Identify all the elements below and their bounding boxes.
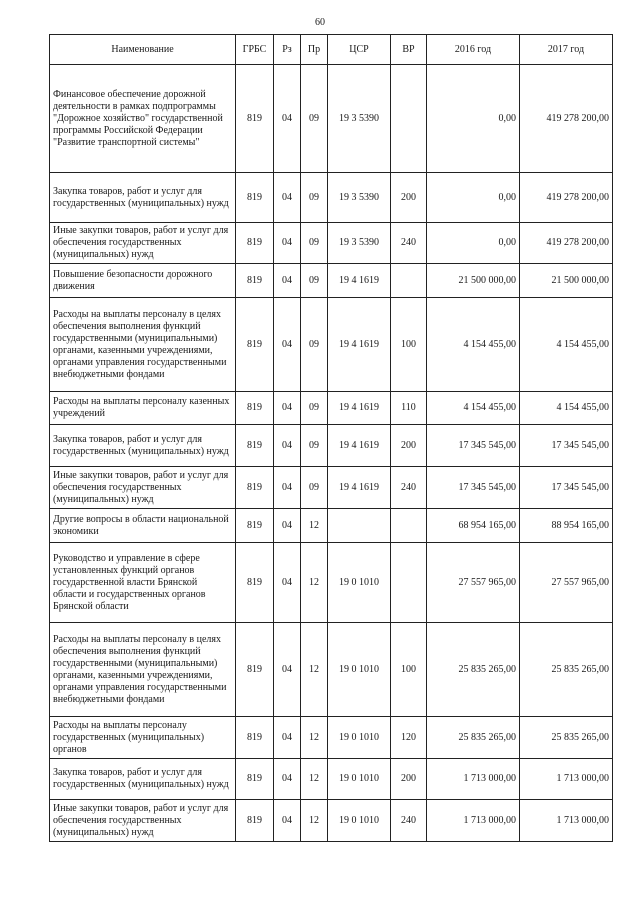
cell-grbs: 819 [236, 298, 274, 392]
cell-grbs: 819 [236, 800, 274, 842]
cell-vr [391, 509, 427, 543]
cell-csr: 19 4 1619 [328, 298, 391, 392]
header-vr: ВР [391, 35, 427, 65]
cell-pr: 09 [301, 425, 328, 467]
cell-pr: 09 [301, 223, 328, 264]
header-grbs: ГРБС [236, 35, 274, 65]
cell-2016: 4 154 455,00 [427, 298, 520, 392]
table-row [50, 392, 613, 425]
table-row [50, 800, 613, 842]
cell-2016: 25 835 265,00 [427, 717, 520, 759]
cell-2017: 1 713 000,00 [520, 759, 613, 800]
cell-2016: 27 557 965,00 [427, 543, 520, 623]
table-row [50, 264, 613, 298]
cell-grbs: 819 [236, 425, 274, 467]
cell-name: Иные закупки товаров, работ и услуг для обеспечения государственных (муниципальных) нужд [50, 800, 236, 842]
cell-pr: 12 [301, 800, 328, 842]
cell-vr: 240 [391, 467, 427, 509]
cell-name: Иные закупки товаров, работ и услуг для обеспечения государственных (муниципальных) нужд [50, 223, 236, 264]
cell-grbs: 819 [236, 65, 274, 173]
cell-csr: 19 4 1619 [328, 467, 391, 509]
cell-pr: 12 [301, 759, 328, 800]
cell-2017: 21 500 000,00 [520, 264, 613, 298]
table-row [50, 509, 613, 543]
cell-2016: 0,00 [427, 173, 520, 223]
header-csr: ЦСР [328, 35, 391, 65]
cell-rz: 04 [274, 623, 301, 717]
cell-name: Расходы на выплаты персоналу казенных учреждений [50, 392, 236, 425]
table-row [50, 717, 613, 759]
cell-pr: 12 [301, 717, 328, 759]
cell-grbs: 819 [236, 223, 274, 264]
cell-rz: 04 [274, 392, 301, 425]
table-row [50, 759, 613, 800]
cell-pr: 09 [301, 173, 328, 223]
table-row [50, 223, 613, 264]
table-header-row [50, 35, 613, 65]
cell-csr: 19 4 1619 [328, 264, 391, 298]
cell-rz: 04 [274, 65, 301, 173]
cell-vr: 100 [391, 623, 427, 717]
cell-rz: 04 [274, 509, 301, 543]
cell-2016: 21 500 000,00 [427, 264, 520, 298]
cell-2016: 17 345 545,00 [427, 425, 520, 467]
cell-name: Закупка товаров, работ и услуг для государственных (муниципальных) нужд [50, 759, 236, 800]
cell-2016: 25 835 265,00 [427, 623, 520, 717]
cell-name: Повышение безопасности дорожного движения [50, 264, 236, 298]
cell-vr: 240 [391, 800, 427, 842]
table-row [50, 543, 613, 623]
cell-vr: 110 [391, 392, 427, 425]
cell-vr: 200 [391, 759, 427, 800]
budget-table [49, 34, 613, 842]
cell-pr: 09 [301, 467, 328, 509]
cell-pr: 12 [301, 543, 328, 623]
cell-2017: 27 557 965,00 [520, 543, 613, 623]
cell-pr: 09 [301, 298, 328, 392]
cell-pr: 09 [301, 264, 328, 298]
cell-vr: 120 [391, 717, 427, 759]
cell-2017: 1 713 000,00 [520, 800, 613, 842]
cell-pr: 12 [301, 623, 328, 717]
cell-name: Иные закупки товаров, работ и услуг для обеспечения государственных (муниципальных) нужд [50, 467, 236, 509]
header-name: Наименование [50, 35, 236, 65]
cell-rz: 04 [274, 467, 301, 509]
cell-rz: 04 [274, 173, 301, 223]
cell-csr [328, 509, 391, 543]
cell-csr: 19 3 5390 [328, 223, 391, 264]
cell-2016: 17 345 545,00 [427, 467, 520, 509]
cell-vr: 100 [391, 298, 427, 392]
cell-pr: 09 [301, 392, 328, 425]
cell-csr: 19 3 5390 [328, 65, 391, 173]
cell-csr: 19 0 1010 [328, 623, 391, 717]
header-rz: Рз [274, 35, 301, 65]
header-2016: 2016 год [427, 35, 520, 65]
cell-2016: 0,00 [427, 65, 520, 173]
cell-csr: 19 4 1619 [328, 425, 391, 467]
cell-2017: 88 954 165,00 [520, 509, 613, 543]
cell-rz: 04 [274, 717, 301, 759]
cell-rz: 04 [274, 425, 301, 467]
cell-2017: 419 278 200,00 [520, 173, 613, 223]
table-row [50, 173, 613, 223]
table-row [50, 425, 613, 467]
page-number: 60 [315, 17, 325, 28]
cell-vr [391, 264, 427, 298]
cell-name: Расходы на выплаты персоналу в целях обеспечения выполнения функций государственными (муниципальными) органами, казенными учреждениями, органами управления государственными внебюджетными фондами [50, 298, 236, 392]
cell-grbs: 819 [236, 543, 274, 623]
cell-name: Финансовое обеспечение дорожной деятельности в рамках подпрограммы "Дорожное хозяйство" государственной программы Российской Федерации "Развитие транспортной системы" [50, 65, 236, 173]
cell-2017: 25 835 265,00 [520, 717, 613, 759]
cell-2017: 419 278 200,00 [520, 223, 613, 264]
cell-grbs: 819 [236, 717, 274, 759]
cell-csr: 19 0 1010 [328, 717, 391, 759]
cell-csr: 19 0 1010 [328, 759, 391, 800]
cell-2016: 4 154 455,00 [427, 392, 520, 425]
table-row [50, 65, 613, 173]
cell-vr: 200 [391, 173, 427, 223]
cell-grbs: 819 [236, 623, 274, 717]
cell-rz: 04 [274, 800, 301, 842]
cell-grbs: 819 [236, 173, 274, 223]
cell-2016: 1 713 000,00 [427, 759, 520, 800]
cell-grbs: 819 [236, 509, 274, 543]
cell-vr: 200 [391, 425, 427, 467]
cell-name: Закупка товаров, работ и услуг для государственных (муниципальных) нужд [50, 173, 236, 223]
cell-vr: 240 [391, 223, 427, 264]
cell-vr [391, 543, 427, 623]
cell-grbs: 819 [236, 264, 274, 298]
cell-2016: 1 713 000,00 [427, 800, 520, 842]
header-2017: 2017 год [520, 35, 613, 65]
cell-grbs: 819 [236, 467, 274, 509]
cell-csr: 19 4 1619 [328, 392, 391, 425]
cell-csr: 19 3 5390 [328, 173, 391, 223]
cell-2017: 17 345 545,00 [520, 467, 613, 509]
cell-rz: 04 [274, 223, 301, 264]
cell-rz: 04 [274, 759, 301, 800]
cell-pr: 12 [301, 509, 328, 543]
cell-rz: 04 [274, 543, 301, 623]
table-row [50, 467, 613, 509]
cell-name: Закупка товаров, работ и услуг для государственных (муниципальных) нужд [50, 425, 236, 467]
cell-vr [391, 65, 427, 173]
cell-rz: 04 [274, 298, 301, 392]
table-row [50, 623, 613, 717]
cell-name: Другие вопросы в области национальной экономики [50, 509, 236, 543]
header-pr: Пр [301, 35, 328, 65]
cell-rz: 04 [274, 264, 301, 298]
cell-2017: 4 154 455,00 [520, 392, 613, 425]
cell-2017: 4 154 455,00 [520, 298, 613, 392]
cell-name: Расходы на выплаты персоналу в целях обеспечения выполнения функций государственными (муниципальными) органами, казенными учреждениями, органами управления государственными внебюджетными фондами [50, 623, 236, 717]
cell-csr: 19 0 1010 [328, 800, 391, 842]
cell-grbs: 819 [236, 392, 274, 425]
cell-name: Расходы на выплаты персоналу государственных (муниципальных) органов [50, 717, 236, 759]
cell-2017: 419 278 200,00 [520, 65, 613, 173]
cell-2017: 25 835 265,00 [520, 623, 613, 717]
cell-pr: 09 [301, 65, 328, 173]
cell-grbs: 819 [236, 759, 274, 800]
cell-name: Руководство и управление в сфере установленных функций органов государственной власти Брянской области и государственных органов Брянской области [50, 543, 236, 623]
cell-2017: 17 345 545,00 [520, 425, 613, 467]
cell-csr: 19 0 1010 [328, 543, 391, 623]
cell-2016: 0,00 [427, 223, 520, 264]
table-row [50, 298, 613, 392]
cell-2016: 68 954 165,00 [427, 509, 520, 543]
